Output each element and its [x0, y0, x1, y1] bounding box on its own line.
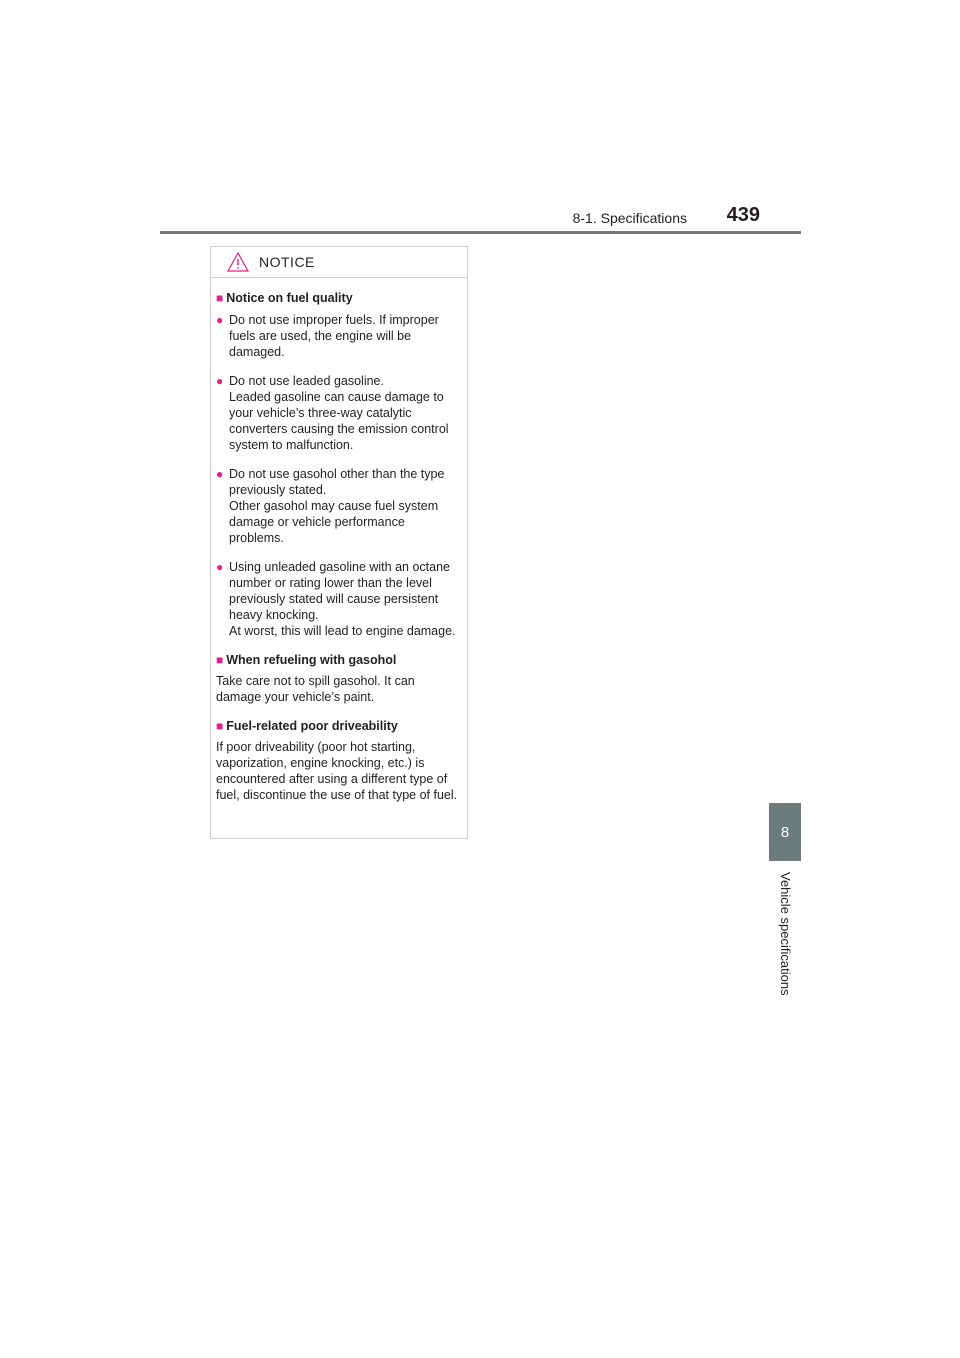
- section-title: 8-1. Specifications: [572, 210, 687, 226]
- chapter-number: 8: [780, 823, 790, 841]
- notice-title: NOTICE: [259, 254, 315, 270]
- paragraph: If poor driveability (poor hot starting, vaporization, engine knocking, etc.) is encountered after using a different type of fuel, discontinue the use of that type of fuel.: [216, 740, 458, 802]
- header-rule: [160, 231, 801, 234]
- paragraph: Take care not to spill gasohol. It can damage your vehicle’s paint.: [216, 674, 415, 704]
- square-bullet-icon: ■: [216, 719, 224, 733]
- list-item: ● Do not use leaded gasoline. Leaded gasoline can cause damage to your vehicle’s three-way catalytic converters causing the emission control system to malfunction.: [216, 374, 449, 452]
- bullet-icon: ●: [216, 560, 224, 574]
- section-heading: ■ When refueling with gasohol: [216, 653, 397, 667]
- chapter-tab: [769, 803, 801, 861]
- bullet-icon: ●: [216, 374, 224, 388]
- list-item: ● Do not use gasohol other than the type previously stated. Other gasohol may cause fuel system damage or vehicle performance problems.: [216, 467, 445, 545]
- notice-box: [210, 246, 468, 839]
- notice-body: [211, 278, 467, 803]
- section-heading: ■ Fuel-related poor driveability: [216, 719, 398, 733]
- page-number: 439: [726, 204, 760, 226]
- page-header: [160, 200, 801, 234]
- notice-header: [211, 247, 467, 278]
- section-heading: ■ Notice on fuel quality: [216, 291, 353, 305]
- bullet-icon: ●: [216, 467, 224, 481]
- warning-icon: [227, 252, 249, 272]
- list-item: ● Using unleaded gasoline with an octane number or rating lower than the level previously stated will cause persistent heavy knocking. At worst, this will lead to engine damage.: [216, 560, 456, 638]
- list-item: ● Do not use improper fuels. If improper fuels are used, the engine will be damaged.: [216, 313, 439, 359]
- square-bullet-icon: ■: [216, 291, 224, 305]
- chapter-label: Vehicle specifications: [778, 872, 793, 996]
- bullet-icon: ●: [216, 313, 224, 327]
- square-bullet-icon: ■: [216, 653, 224, 667]
